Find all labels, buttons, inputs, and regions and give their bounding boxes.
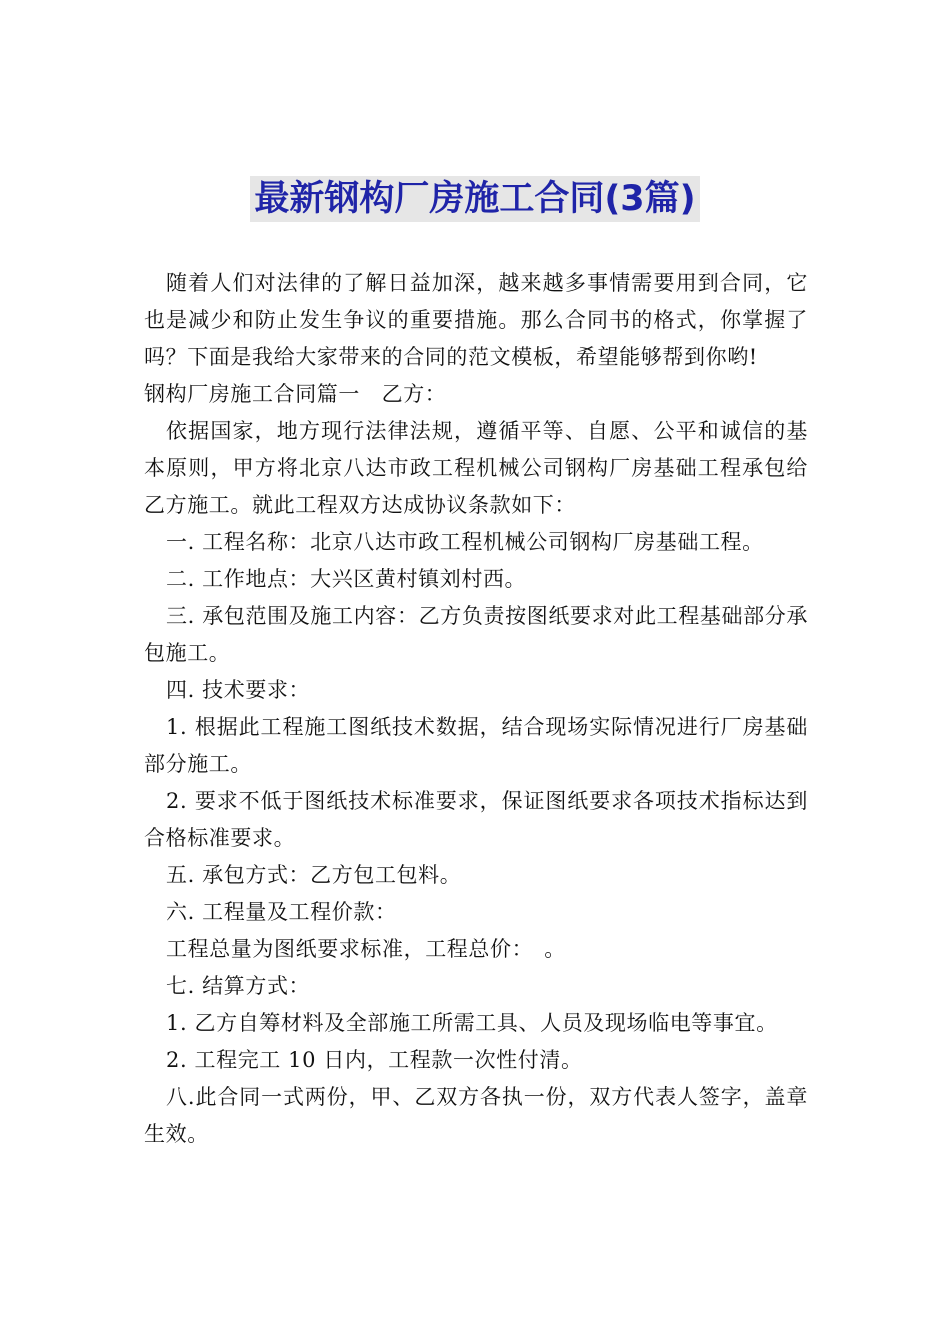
clause-1: 一. 工程名称：北京八达市政工程机械公司钢构厂房基础工程。 (166, 530, 764, 554)
clause-3: 三. 承包范围及施工内容：乙方负责按图纸要求对此工程基础部分承包施工。 (144, 604, 808, 665)
clause-4-item-2: 2. 要求不低于图纸技术标准要求，保证图纸要求各项技术指标达到合格标准要求。 (144, 789, 808, 850)
title-container (0, 176, 950, 222)
clause-4-item-1: 1. 根据此工程施工图纸技术数据，结合现场实际情况进行厂房基础部分施工。 (144, 715, 808, 776)
clause-5: 五. 承包方式：乙方包工包料。 (166, 863, 462, 887)
clause-7-item-2: 2. 工程完工 10 日内，工程款一次性付清。 (166, 1048, 583, 1072)
clause-7-item-1: 1. 乙方自筹材料及全部施工所需工具、人员及现场临电等事宜。 (166, 1011, 778, 1035)
clause-8: 八.此合同一式两份，甲、乙双方各执一份，双方代表人签字，盖章生效。 (144, 1085, 808, 1146)
document-title: 最新钢构厂房施工合同(3篇) (250, 176, 699, 222)
preamble-paragraph: 依据国家，地方现行法律法规，遵循平等、自愿、公平和诚信的基本原则，甲方将北京八达市政工程机械公司钢构厂房基础工程承包给乙方施工。就此工程双方达成协议条款如下： (144, 419, 808, 517)
clause-2: 二. 工作地点：大兴区黄村镇刘村西。 (166, 567, 527, 591)
clause-4: 四. 技术要求： (166, 678, 311, 702)
document-body (144, 265, 808, 1153)
section-heading: 钢构厂房施工合同篇一 乙方： (144, 382, 447, 406)
intro-paragraph: 随着人们对法律的了解日益加深，越来越多事情需要用到合同，它也是减少和防止发生争议的重要措施。那么合同书的格式，你掌握了吗？下面是我给大家带来的合同的范文模板，希望能够帮到你哟! (144, 271, 808, 369)
clause-6-detail: 工程总量为图纸要求标准，工程总价： 。 (166, 937, 566, 961)
clause-6: 六. 工程量及工程价款： (166, 900, 397, 924)
clause-7: 七. 结算方式： (166, 974, 311, 998)
